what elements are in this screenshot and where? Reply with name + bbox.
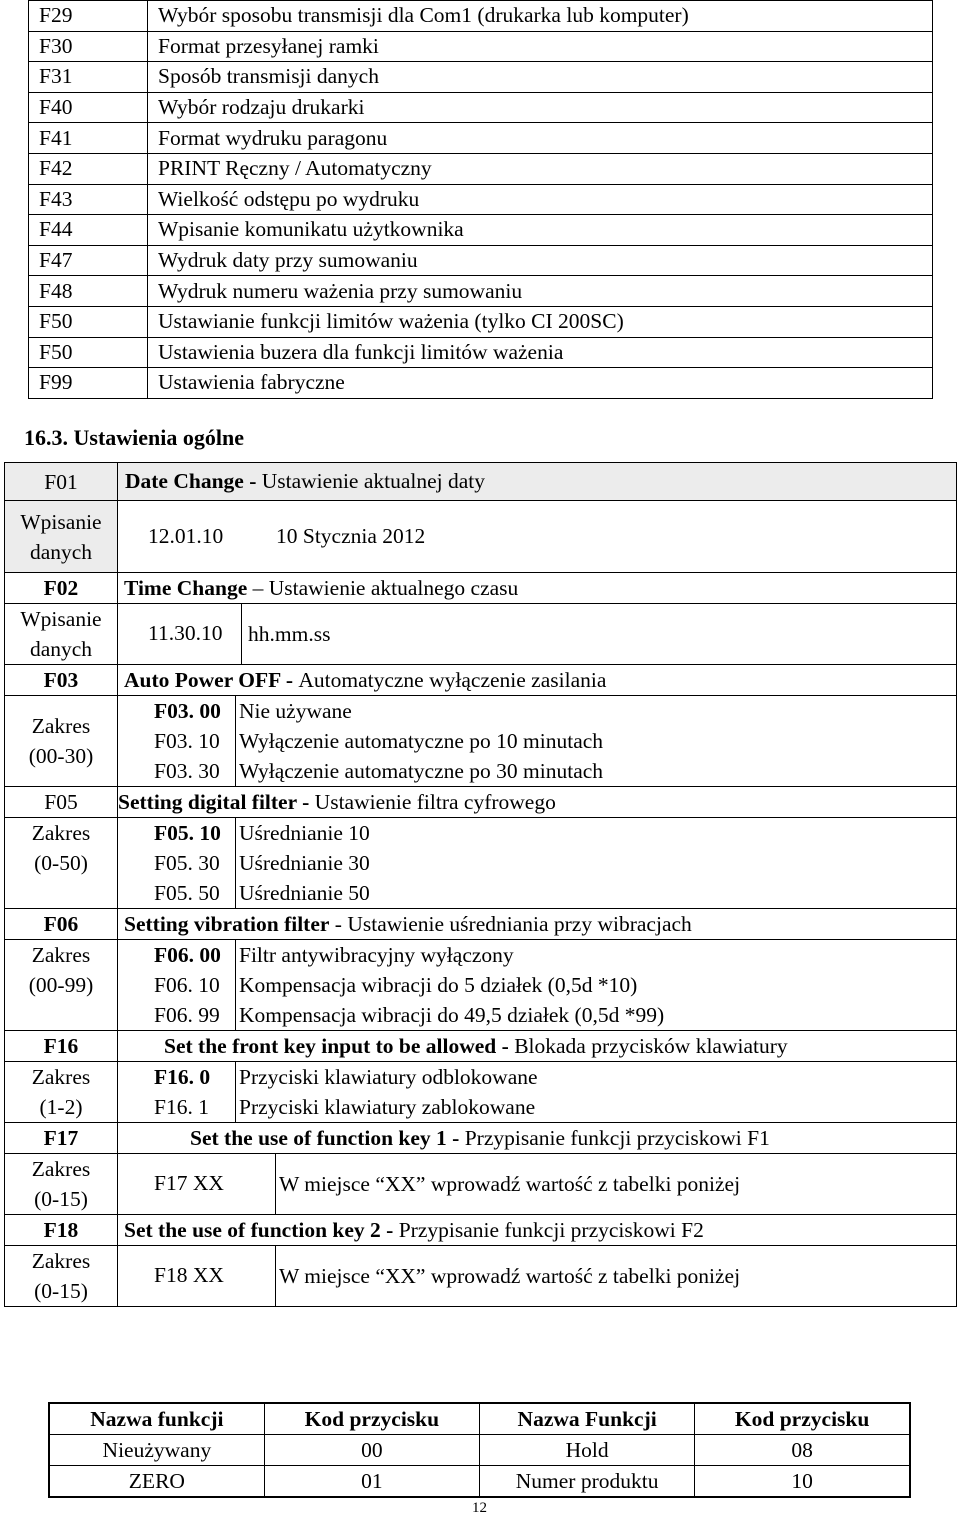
f17-label [5,1154,118,1215]
f05-label [5,818,118,909]
f06-title [118,909,957,940]
f17-title [118,1123,957,1154]
page-number: 12 [472,1500,487,1516]
key-table-cell: Numer produktu [480,1466,695,1498]
key-table-cell: Hold [480,1435,695,1466]
function-desc: Ustawienia fabryczne [148,368,933,399]
function-desc: Format przesyłanej ramki [148,31,933,62]
f03-option-value: F03. 30 [118,756,236,786]
function-desc: Format wydruku paragonu [148,123,933,154]
function-desc: PRINT Ręczny / Automatyczny [148,153,933,184]
function-desc: Wydruk numeru ważenia przy sumowaniu [148,276,933,307]
f02-title [118,573,957,604]
function-row [29,123,933,154]
f03-label [5,696,118,787]
function-row [29,1,933,32]
f16-options [118,1062,957,1123]
f06-option-row [118,940,956,970]
f06-option-value: F06. 00 [118,940,236,970]
f03-option-row [118,726,956,756]
f02-code: F02 [5,573,118,604]
key-table-cell: ZERO [49,1466,264,1498]
function-code: F44 [29,215,148,246]
f01-code: F01 [5,463,118,501]
f03-option-row [118,756,956,786]
section-title: 16.3. Ustawienia ogólne [24,425,244,450]
function-desc: Wybór sposobu transmisji dla Com1 (drukarka lub komputer) [148,1,933,32]
f03-option-value: F03. 10 [118,726,236,756]
function-desc: Wydruk daty przy sumowaniu [148,245,933,276]
f06-option-value: F06. 10 [118,970,236,1000]
f05-label-1: Zakres [31,821,91,845]
f16-option-row [118,1062,956,1092]
function-desc: Wpisanie komunikatu użytkownika [148,215,933,246]
f01-title [118,463,957,501]
function-code: F50 [29,337,148,368]
function-code: F99 [29,368,148,399]
f01-title-en: Date Change - [125,469,262,493]
f06-code: F06 [5,909,118,940]
f06-option-desc: Kompensacja wibracji do 5 działek (0,5d *10) [239,972,638,997]
f02-header-row [5,573,957,604]
f02-title-en: Time Change [124,575,248,600]
f06-data-row [5,940,957,1031]
f02-value-desc: hh.mm.ss [248,621,331,646]
f05-label-2: (0-50) [34,851,88,875]
f05-option-desc: Uśrednianie 10 [239,820,370,845]
f01-label [5,501,118,573]
f05-title-pl: Ustawienie filtra cyfrowego [314,789,556,814]
f06-options [118,940,957,1031]
key-table-cell: 08 [695,1435,910,1466]
f06-option-desc: Kompensacja wibracji do 49,5 działek (0,5d *99) [239,1002,665,1027]
f06-header-row [5,909,957,940]
f03-label-2: (00-30) [28,744,94,768]
function-row [29,31,933,62]
f18-title-pl: Przypisanie funkcji przyciskowi F2 [398,1217,704,1242]
f05-title-en: Setting digital filter - [118,789,315,814]
f06-option-row [118,1000,956,1030]
function-code: F41 [29,123,148,154]
f03-header-row [5,665,957,696]
f03-title-pl: Automatyczne wyłączenie zasilania [298,667,607,692]
f02-label [5,604,118,665]
function-code: F31 [29,62,148,93]
function-desc: Ustawianie funkcji limitów ważenia (tylko CI 200SC) [148,306,933,337]
f06-label [5,940,118,1031]
f17-value [118,1154,957,1215]
f05-option-row [118,878,956,908]
f06-option-row [118,970,956,1000]
f16-option-desc: Przyciski klawiatury odblokowane [239,1064,538,1089]
f01-header-row [5,463,957,501]
f16-title [118,1031,957,1062]
f01-label-1: Wpisanie [20,509,102,534]
f05-option-row [118,848,956,878]
f01-data-row [5,501,957,573]
f01-value-desc: 10 Stycznia 2012 [276,524,426,548]
key-table-cell: 01 [264,1466,479,1498]
function-code: F43 [29,184,148,215]
f05-option-value: F05. 30 [118,848,236,878]
f05-header-row [5,787,957,818]
function-code: F29 [29,1,148,32]
f17-title-pl: Przypisanie funkcji przyciskowi F1 [464,1125,770,1150]
f16-title-en: Set the front key input to be allowed - [164,1033,515,1058]
function-code: F30 [29,31,148,62]
f16-option-desc: Przyciski klawiatury zablokowane [239,1094,536,1119]
key-table-header-cell: Nazwa Funkcji [480,1403,695,1435]
function-code: F40 [29,92,148,123]
function-row [29,184,933,215]
general-settings-table [4,462,957,1307]
f18-value-code: F18 XX [118,1246,276,1306]
f16-code: F16 [5,1031,118,1062]
key-table-header-cell: Nazwa funkcji [49,1403,264,1435]
function-desc: Wybór rodzaju drukarki [148,92,933,123]
f18-header-row [5,1215,957,1246]
key-table-row [49,1466,910,1498]
function-row [29,276,933,307]
f16-label-1: Zakres [31,1065,91,1089]
f02-value [118,604,957,665]
f17-header-row [5,1123,957,1154]
f17-value-code: F17 XX [118,1154,276,1214]
f03-label-1: Zakres [31,714,91,738]
f03-option-desc: Nie używane [239,698,352,723]
f17-label-2: (0-15) [34,1187,88,1211]
key-table-cell: 10 [695,1466,910,1498]
f18-code: F18 [5,1215,118,1246]
f05-option-row [118,818,956,848]
function-code: F48 [29,276,148,307]
f17-title-en: Set the use of function key 1 - [190,1125,465,1150]
f06-option-desc: Filtr antywibracyjny wyłączony [239,942,514,967]
f18-label-1: Zakres [31,1249,91,1273]
f16-option-value: F16. 0 [118,1062,236,1092]
f03-options [118,696,957,787]
f05-title [118,787,957,818]
f05-data-row [5,818,957,909]
key-table-header-cell: Kod przycisku [264,1403,479,1435]
f01-value-code: 12.01.10 [148,524,224,548]
f05-option-value: F05. 50 [118,878,236,908]
f18-data-row [5,1246,957,1307]
f06-title-en: Setting vibration filter [124,911,330,936]
key-table-header [49,1403,910,1435]
f02-label-1: Wpisanie [20,607,102,631]
f02-value-code: 11.30.10 [118,604,242,664]
f01-label-2: danych [29,539,93,564]
function-row [29,368,933,399]
function-key-table [48,1402,911,1498]
f18-value-desc: W miejsce “XX” wprowadź wartość z tabelki poniżej [279,1263,741,1288]
function-list-table [28,0,933,399]
function-row [29,62,933,93]
f03-option-desc: Wyłączenie automatyczne po 10 minutach [239,728,604,753]
function-row [29,153,933,184]
f02-title-pl: – Ustawienie aktualnego czasu [247,575,519,600]
function-row [29,337,933,368]
f05-code: F05 [5,787,118,818]
f18-label-2: (0-15) [34,1279,88,1303]
function-code: F42 [29,153,148,184]
function-code: F47 [29,245,148,276]
f03-data-row [5,696,957,787]
function-code: F50 [29,306,148,337]
f18-value [118,1246,957,1307]
f02-label-2: danych [29,637,93,661]
f03-option-value: F03. 00 [118,696,236,726]
f16-label [5,1062,118,1123]
f16-option-row [118,1092,956,1122]
f17-code: F17 [5,1123,118,1154]
f17-label-1: Zakres [31,1157,91,1181]
function-row [29,306,933,337]
f02-data-row [5,604,957,665]
f03-title-en: Auto Power OFF - [124,667,299,692]
function-desc: Ustawienia buzera dla funkcji limitów ważenia [148,337,933,368]
f06-title-pl: - Ustawienie uśredniania przy wibracjach [329,911,692,936]
function-row [29,92,933,123]
key-table-cell: Nieużywany [49,1435,264,1466]
f18-label [5,1246,118,1307]
f01-value [118,501,957,573]
f16-option-value: F16. 1 [118,1092,236,1122]
function-desc: Sposób transmisji danych [148,62,933,93]
f16-label-2: (1-2) [39,1095,83,1119]
f05-option-desc: Uśrednianie 50 [239,880,370,905]
f03-option-desc: Wyłączenie automatyczne po 30 minutach [239,758,604,783]
function-row [29,215,933,246]
key-table-row [49,1435,910,1466]
f18-title [118,1215,957,1246]
f01-title-pl: Ustawienie aktualnej daty [261,469,486,493]
f03-option-row [118,696,956,726]
f03-code: F03 [5,665,118,696]
f03-title [118,665,957,696]
key-table-header-cell: Kod przycisku [695,1403,910,1435]
f17-value-desc: W miejsce “XX” wprowadź wartość z tabelki poniżej [279,1171,741,1196]
f17-data-row [5,1154,957,1215]
function-desc: Wielkość odstępu po wydruku [148,184,933,215]
f18-title-en: Set the use of function key 2 - [124,1217,399,1242]
f05-option-value: F05. 10 [118,818,236,848]
f06-option-value: F06. 99 [118,1000,236,1030]
f05-option-desc: Uśrednianie 30 [239,850,370,875]
f06-label-2: (00-99) [28,973,94,997]
f16-header-row [5,1031,957,1062]
f05-options [118,818,957,909]
function-row [29,245,933,276]
f06-label-1: Zakres [31,943,91,967]
f16-data-row [5,1062,957,1123]
f16-title-pl: Blokada przycisków klawiatury [514,1033,788,1058]
key-table-cell: 00 [264,1435,479,1466]
